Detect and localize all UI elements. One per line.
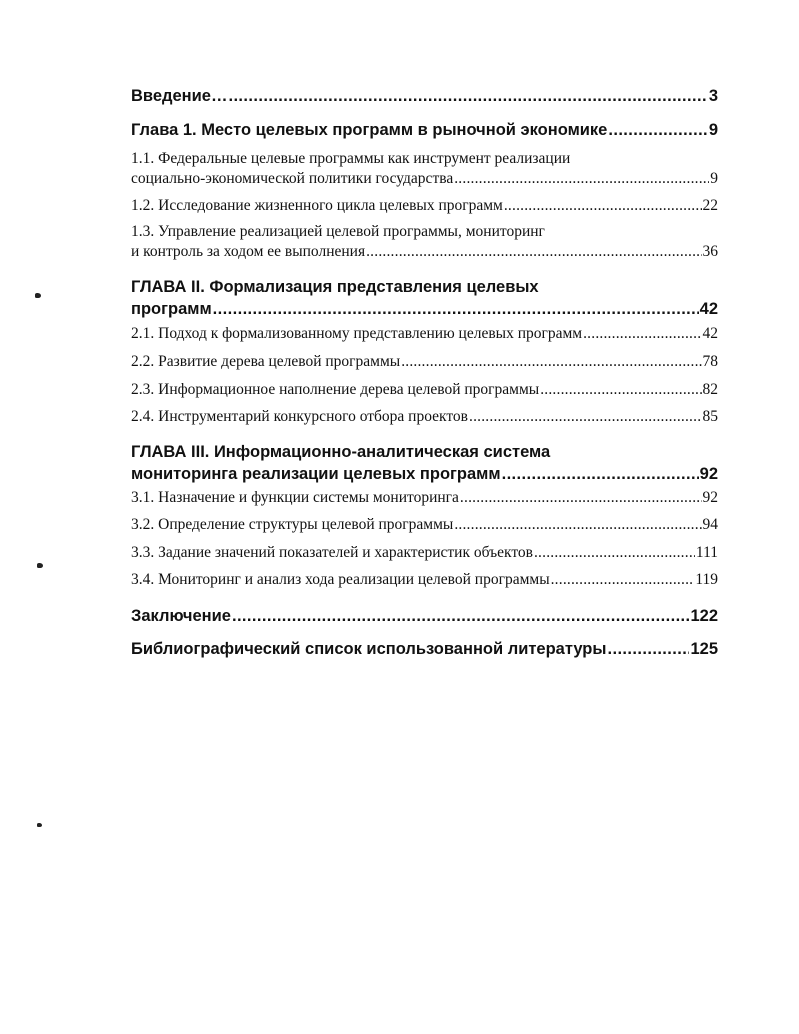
toc-entry-section-2-2 [131,352,718,372]
toc-entry-title: 2.2. Развитие дерева целевой программы [131,353,401,370]
toc-page-number: 78 [702,353,718,370]
dot-leader [366,242,701,262]
dot-leader [228,85,707,107]
dot-leader [504,196,702,216]
toc-entry-title: Глава 1. Место целевых программ в рыночной экономике [131,121,608,139]
dot-leader [607,638,689,660]
toc-page-number: 94 [702,516,718,533]
toc-entry-section-3-1 [131,488,718,508]
toc-page-number: 92 [699,465,718,483]
toc-entry-title: и контроль за ходом ее выполнения [131,243,366,260]
toc-page-number: 125 [690,640,718,658]
toc-entry-title-line1: 1.3. Управление реализацией целевой программы, мониторинг [131,223,545,240]
toc-entry-title: Введение… [131,87,228,105]
toc-entry-title: 2.3. Информационное наполнение дерева целевой программы [131,381,540,398]
toc-entry-title-line1: 1.1. Федеральные целевые программы как инструмент реализации [131,150,571,167]
toc-page-number: 22 [702,197,718,214]
dot-leader [551,570,695,590]
toc-entry-chapter-2 [131,276,718,320]
toc-page-number: 36 [702,243,718,260]
dot-leader [454,169,709,189]
scan-speck [37,823,42,827]
toc-entry-chapter-3 [131,441,718,485]
toc-entry-section-3-4 [131,570,718,590]
toc-entry-section-2-1 [131,324,718,344]
toc-page-number: 42 [702,325,718,342]
toc-entry-title: 3.1. Назначение и функции системы мониторинга [131,489,459,506]
dot-leader [469,407,702,427]
toc-page-number: 119 [695,571,718,588]
dot-leader [213,298,699,320]
toc-entry-section-1-2 [131,196,718,216]
toc-entry-section-3-2 [131,515,718,535]
dot-leader [608,119,707,141]
toc-page-number: 85 [702,408,718,425]
dot-leader [232,605,690,627]
dot-leader [401,352,701,372]
toc-page-number: 3 [708,87,718,105]
toc-page-number: 9 [710,170,718,187]
toc-entry-conclusion [131,605,718,627]
toc-entry-section-2-3 [131,380,718,400]
scan-speck [37,563,43,568]
toc-entry-intro [131,85,718,107]
toc-entry-title-line1: ГЛАВА II. Формализация представления целевых [131,278,539,296]
toc-entry-title: программ [131,300,212,318]
toc-entry-title: социально-экономической политики государства [131,170,454,187]
toc-entry-title: 1.2. Исследование жизненного цикла целевых программ [131,197,503,214]
dot-leader [502,463,699,485]
toc-entry-title: 3.4. Мониторинг и анализ хода реализации целевой программы [131,571,550,588]
toc-page-number: 92 [702,489,718,506]
toc-page-number: 82 [702,381,718,398]
toc-entry-title: Заключение [131,607,231,625]
toc-entry-title: 2.4. Инструментарий конкурсного отбора проектов [131,408,468,425]
toc-entry-title: Библиографический список использованной литературы [131,640,607,658]
toc-entry-section-1-1 [131,149,718,189]
toc-entry-title: 2.1. Подход к формализованному представлению целевых программ [131,325,583,342]
toc-page-number: 9 [708,121,718,139]
dot-leader [460,488,702,508]
toc-entry-section-3-3 [131,543,718,563]
dot-leader [540,380,701,400]
dot-leader [534,543,695,563]
toc-entry-title: мониторинга реализации целевых программ [131,465,501,483]
toc-page-number: 111 [695,544,718,561]
toc-entry-title: 3.3. Задание значений показателей и характеристик объектов [131,544,533,561]
toc-entry-title-line1: ГЛАВА III. Информационно-аналитическая система [131,443,551,461]
toc-entry-title: 3.2. Определение структуры целевой программы [131,516,454,533]
toc-entry-chapter-1 [131,119,718,141]
toc-page-number: 122 [690,607,718,625]
toc-entry-bibliography [131,638,718,660]
toc-entry-section-1-3 [131,222,718,262]
toc-page-number: 42 [699,300,718,318]
toc-entry-section-2-4 [131,407,718,427]
dot-leader [454,515,701,535]
dot-leader [583,324,701,344]
scan-speck [35,293,41,298]
